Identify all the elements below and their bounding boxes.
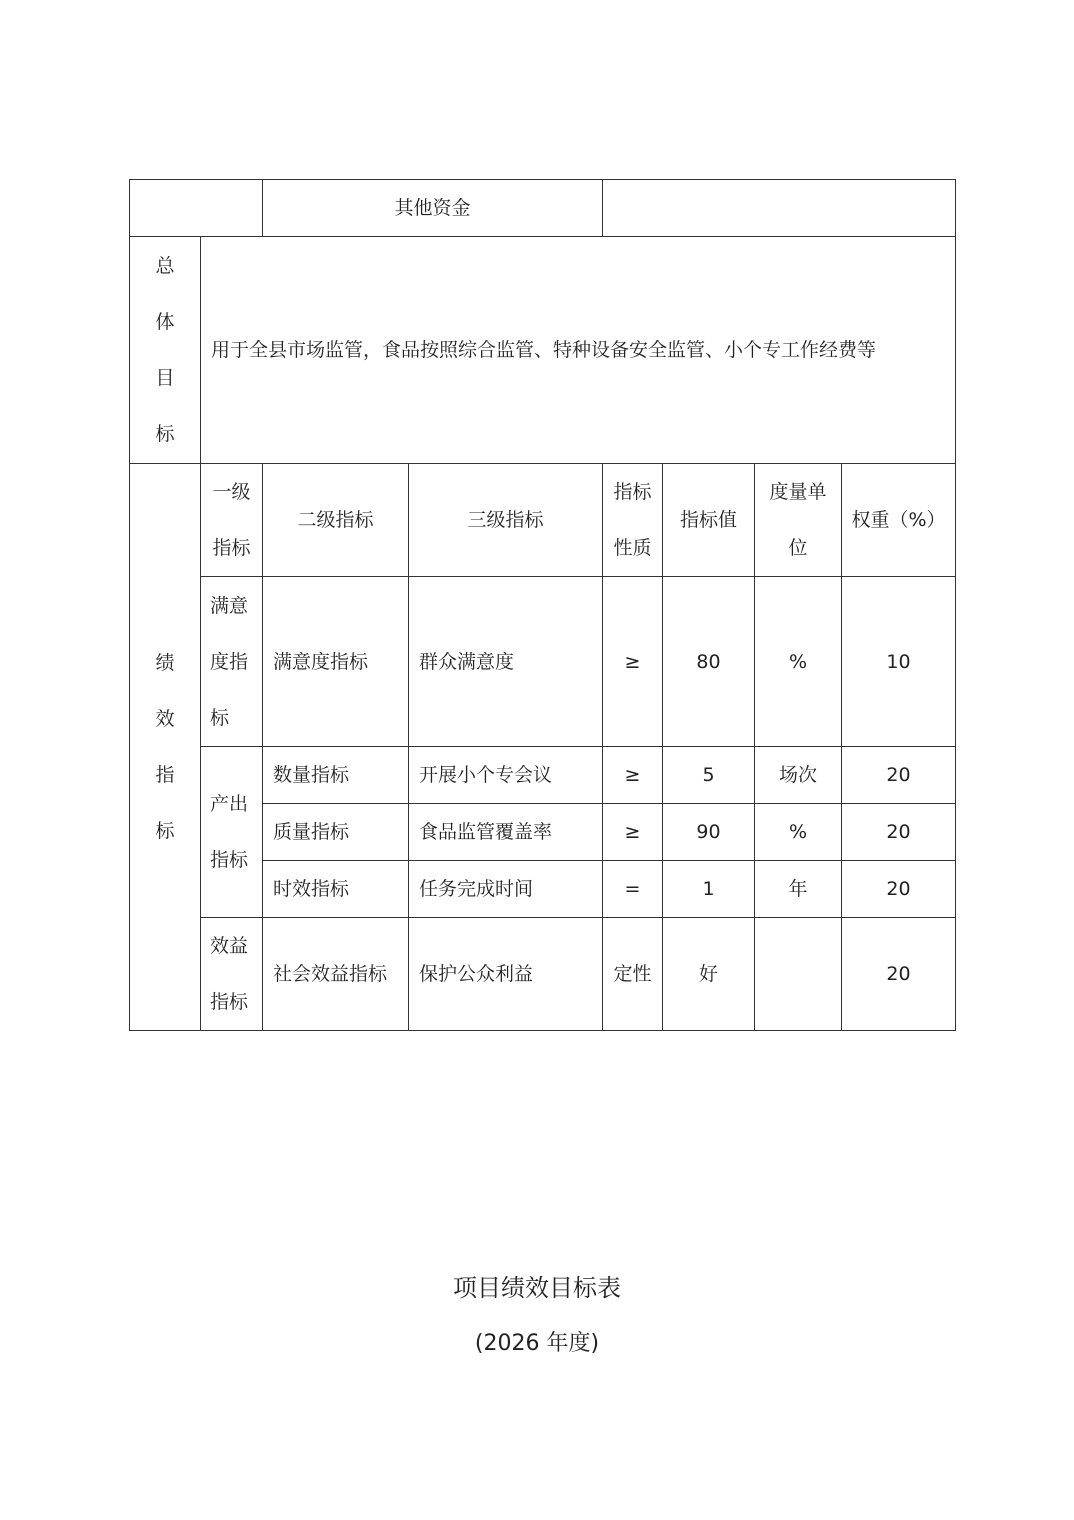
document-subtitle: (2026 年度) [474, 1331, 600, 1356]
table-row [130, 918, 956, 1031]
row-level3: 任务完成时间 [409, 861, 603, 918]
performance-table [129, 179, 956, 1031]
header-nature: 指标 性质 [603, 464, 663, 577]
row-value: 好 [663, 918, 755, 1031]
row-value: 1 [663, 861, 755, 918]
performance-indicator-label: 绩 效 指 标 [130, 464, 201, 1031]
table-row [130, 747, 956, 804]
row-unit: % [755, 577, 842, 747]
header-level1: 一级 指标 [201, 464, 263, 577]
row-nature: ≥ [603, 804, 663, 861]
other-funds-value [603, 180, 956, 237]
row-level3: 群众满意度 [409, 577, 603, 747]
row-level3: 保护公众利益 [409, 918, 603, 1031]
row-value: 5 [663, 747, 755, 804]
row-unit: 场次 [755, 747, 842, 804]
document-title: 项目绩效目标表 [453, 1274, 621, 1302]
row-level2: 社会效益指标 [263, 918, 409, 1031]
header-weight: 权重（%） [842, 464, 956, 577]
row-level2: 满意度指标 [263, 577, 409, 747]
row-value: 90 [663, 804, 755, 861]
overall-goal-label: 总 体 目 标 [130, 237, 201, 464]
other-funds-label: 其他资金 [263, 180, 603, 237]
row-nature: 定性 [603, 918, 663, 1031]
header-value: 指标值 [663, 464, 755, 577]
row-unit [755, 918, 842, 1031]
group-satisfaction: 满意 度指 标 [201, 577, 263, 747]
row-nature: = [603, 861, 663, 918]
row-level3: 开展小个专会议 [409, 747, 603, 804]
group-benefit: 效益 指标 [201, 918, 263, 1031]
header-unit: 度量单 位 [755, 464, 842, 577]
row-weight: 20 [842, 747, 956, 804]
row-unit: % [755, 804, 842, 861]
header-level2: 二级指标 [263, 464, 409, 577]
row-weight: 20 [842, 861, 956, 918]
row-nature: ≥ [603, 747, 663, 804]
row-weight: 20 [842, 804, 956, 861]
funding-empty-cell [130, 180, 263, 237]
header-level3: 三级指标 [409, 464, 603, 577]
overall-goal-content: 用于全县市场监管，食品按照综合监管、特种设备安全监管、小个专工作经费等 [201, 237, 956, 464]
row-level2: 数量指标 [263, 747, 409, 804]
row-level3: 食品监管覆盖率 [409, 804, 603, 861]
row-value: 80 [663, 577, 755, 747]
row-weight: 10 [842, 577, 956, 747]
row-unit: 年 [755, 861, 842, 918]
row-level2: 时效指标 [263, 861, 409, 918]
row-nature: ≥ [603, 577, 663, 747]
row-level2: 质量指标 [263, 804, 409, 861]
table-row [130, 577, 956, 747]
group-output: 产出 指标 [201, 747, 263, 918]
row-weight: 20 [842, 918, 956, 1031]
